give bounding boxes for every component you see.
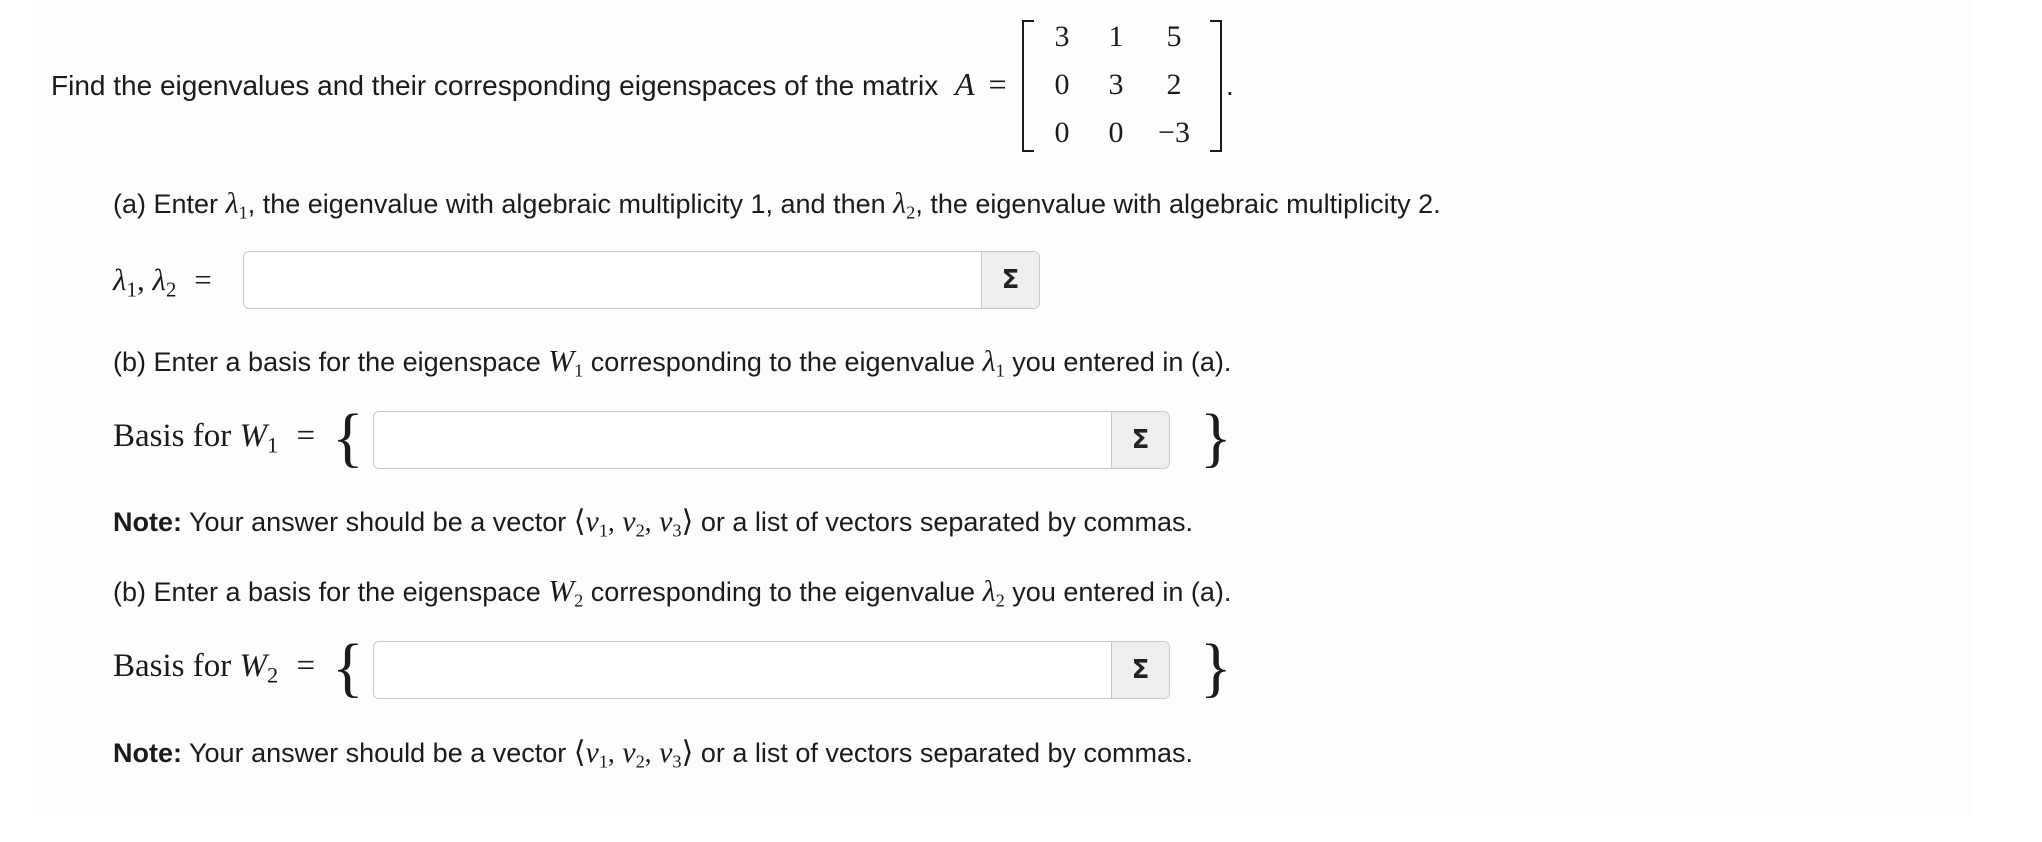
eigenspace-subscript: 1 [574, 360, 584, 381]
eigenvalues-input[interactable] [244, 252, 981, 308]
component-subscript: 2 [635, 520, 645, 541]
vector-component: v [585, 505, 599, 538]
vector-comma: , [644, 738, 652, 768]
eigenspace-symbol: W [239, 418, 267, 454]
basis-w1-input-group [373, 411, 1170, 469]
question-prompt: Find the eigenvalues and their corresponding eigenspaces of the matrix [51, 70, 939, 101]
angle-close: ⟩ [681, 504, 694, 539]
matrix-cell: 3 [1054, 20, 1070, 53]
vector-component: v [585, 736, 599, 769]
matrix-cell: 2 [1166, 68, 1182, 101]
vector-comma: , [608, 738, 615, 768]
basis-w1-input[interactable] [374, 412, 1111, 468]
part-a-prefix: (a) Enter [113, 189, 219, 219]
note-text: Your answer should be a vector [189, 738, 567, 768]
part-b2-prefix: (b) Enter a basis for the eigenspace [113, 577, 541, 607]
eigenspace-subscript: 2 [574, 590, 584, 611]
part-b1-suffix: you entered in (a). [1012, 347, 1232, 377]
question-text [51, 70, 938, 102]
math-palette-button[interactable] [981, 252, 1039, 308]
lambda-subscript: 1 [126, 277, 137, 302]
part-b2-mid: corresponding to the eigenvalue [590, 577, 976, 607]
note-text: or a list of vectors separated by commas. [700, 738, 1194, 768]
sigma-icon: Σ [1131, 425, 1150, 455]
basis-w2-label [113, 648, 316, 688]
part-a-instructions [113, 187, 1441, 223]
eigenspace-symbol: W [548, 343, 575, 378]
matrix-label [955, 66, 1007, 102]
lambda-symbol: λ [225, 187, 239, 220]
matrix-equals: = [988, 66, 1007, 102]
lambda-subscript: 2 [165, 277, 177, 302]
component-subscript: 3 [672, 520, 682, 541]
eigenvalue-input-group [243, 251, 1040, 309]
vector-comma: , [608, 507, 615, 537]
lambda-subscript: 2 [906, 202, 916, 223]
part-b1-mid: corresponding to the eigenvalue [590, 347, 976, 377]
matrix-cell: −3 [1158, 116, 1190, 149]
basis-for-text: Basis for [113, 418, 232, 454]
basis-w2-input-group [373, 641, 1170, 699]
open-brace: { [332, 401, 364, 474]
matrix-cell: 0 [1054, 116, 1070, 149]
basis-w1-label [113, 418, 316, 458]
note-label: Note: [113, 738, 182, 768]
part-b1-instructions [113, 343, 1232, 381]
note-w1 [113, 504, 1194, 541]
open-brace: { [332, 631, 364, 704]
part-b2-instructions [113, 573, 1232, 611]
part-b1-prefix: (b) Enter a basis for the eigenspace [113, 347, 541, 377]
lambda-comma: , [136, 262, 145, 297]
eigenspace-subscript: 1 [267, 432, 279, 458]
eigenspace-subscript: 2 [267, 662, 279, 688]
part-a-suffix: , the eigenvalue with algebraic multiplicity 2. [915, 189, 1441, 219]
component-subscript: 3 [672, 751, 682, 772]
vector-component: v [659, 505, 673, 538]
close-brace: } [1200, 631, 1232, 704]
math-palette-button[interactable] [1111, 412, 1169, 468]
math-palette-button[interactable] [1111, 642, 1169, 698]
lambda-symbol: λ [113, 262, 127, 297]
eigenspace-symbol: W [239, 648, 267, 684]
note-label: Note: [113, 507, 182, 537]
note-text: or a list of vectors separated by commas. [700, 507, 1194, 537]
matrix-cell: 0 [1054, 68, 1070, 101]
lambda-subscript: 1 [238, 202, 248, 223]
note-w2 [113, 735, 1194, 772]
vector-component: v [622, 736, 636, 769]
vector-component: v [622, 505, 636, 538]
lambda-symbol: λ [152, 262, 166, 297]
matrix-a [1022, 16, 1222, 152]
component-subscript: 1 [598, 520, 609, 541]
lambda-subscript: 1 [995, 360, 1005, 381]
angle-open: ⟨ [573, 735, 586, 770]
matrix-name: A [955, 66, 975, 102]
basis-w2-input[interactable] [374, 642, 1111, 698]
lambda-answer-label [113, 262, 212, 302]
lambda-symbol: λ [982, 575, 996, 608]
matrix-cell: 0 [1108, 116, 1124, 149]
sigma-icon: Σ [1131, 655, 1150, 685]
angle-open: ⟨ [573, 504, 586, 539]
part-a-mid: , the eigenvalue with algebraic multiplicity 1, and then [247, 189, 886, 219]
basis-for-text: Basis for [113, 648, 232, 684]
component-subscript: 2 [635, 751, 645, 772]
note-text: Your answer should be a vector [189, 507, 567, 537]
component-subscript: 1 [598, 751, 609, 772]
lambda-symbol: λ [893, 187, 907, 220]
matrix-right-bracket [1210, 20, 1222, 152]
lambda-equals: = [194, 262, 212, 297]
basis-equals: = [296, 648, 316, 684]
matrix-cell: 5 [1166, 20, 1182, 53]
matrix-left-bracket [1022, 20, 1034, 152]
matrix-cell: 3 [1108, 68, 1124, 101]
angle-close: ⟩ [681, 735, 694, 770]
sigma-icon: Σ [1001, 265, 1020, 295]
matrix-cell: 1 [1108, 20, 1124, 53]
eigenspace-symbol: W [548, 573, 575, 608]
lambda-subscript: 2 [995, 590, 1005, 611]
vector-component: v [659, 736, 673, 769]
close-brace: } [1200, 401, 1232, 474]
vector-comma: , [644, 507, 652, 537]
lambda-symbol: λ [982, 345, 996, 378]
part-b2-suffix: you entered in (a). [1012, 577, 1232, 607]
basis-equals: = [296, 418, 316, 454]
question-period: . [1226, 70, 1234, 101]
